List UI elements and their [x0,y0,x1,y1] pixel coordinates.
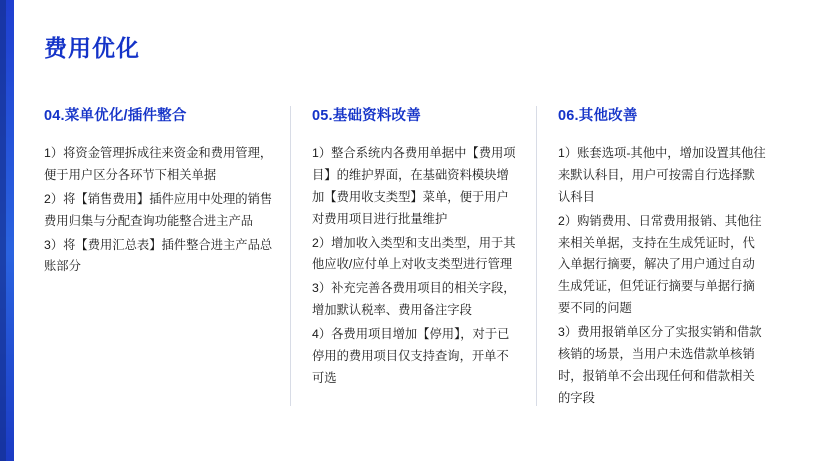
list-item: 1）账套选项-其他中，增加设置其他往来默认科目，用户可按需自行选择默认科目 [558,146,766,204]
content-columns [44,104,784,412]
list-item: 3）费用报销单区分了实报实销和借款核销的场景，当用户未选借款单核销时，报销单不会出现任何和借款相关的字段 [558,325,762,405]
column-body [312,143,520,390]
column-body [558,143,766,410]
list-item: 3）补充完善各费用项目的相关字段，增加默认税率、费用备注字段 [312,281,516,318]
column-heading: 06.其他改善 [558,108,638,124]
column-heading: 05.基础资料改善 [312,108,421,124]
list-item: 1）整合系统内各费用单据中【费用项目】的维护界面，在基础资料模块增加【费用收支类型】菜单，便于用户对费用项目进行批量维护 [312,146,516,226]
list-item: 3）将【费用汇总表】插件整合进主产品总账部分 [44,237,273,274]
column-basic-data-improvement [290,104,536,412]
column-other-improvements [536,104,782,412]
left-accent-bar [0,0,14,461]
list-item: 2）购销费用、日常费用报销、其他往来相关单据，支持在生成凭证时，代入单据行摘要，解决了用户通过自动生成凭证，但凭证行摘要与单据行摘要不同的问题 [558,213,762,316]
list-item: 2）将【销售费用】插件应用中处理的销售费用归集与分配查询功能整合进主产品 [44,191,273,228]
list-item: 4）各费用项目增加【停用】，对于已停用的费用项目仅支持查询，开单不可选 [312,327,510,385]
left-accent-bar-inner [0,0,6,461]
column-body [44,143,274,278]
list-item: 1）将资金管理拆成往来资金和费用管理，便于用户区分各环节下相关单据 [44,146,273,182]
column-heading: 04.菜单优化/插件整合 [44,108,187,124]
page-title: 费用优化 [44,35,140,61]
column-divider [290,106,291,406]
list-item: 2）增加收入类型和支出类型，用于其他应收/应付单上对收支类型进行管理 [312,235,516,272]
column-menu-optimization [44,104,290,412]
column-divider [536,106,537,406]
